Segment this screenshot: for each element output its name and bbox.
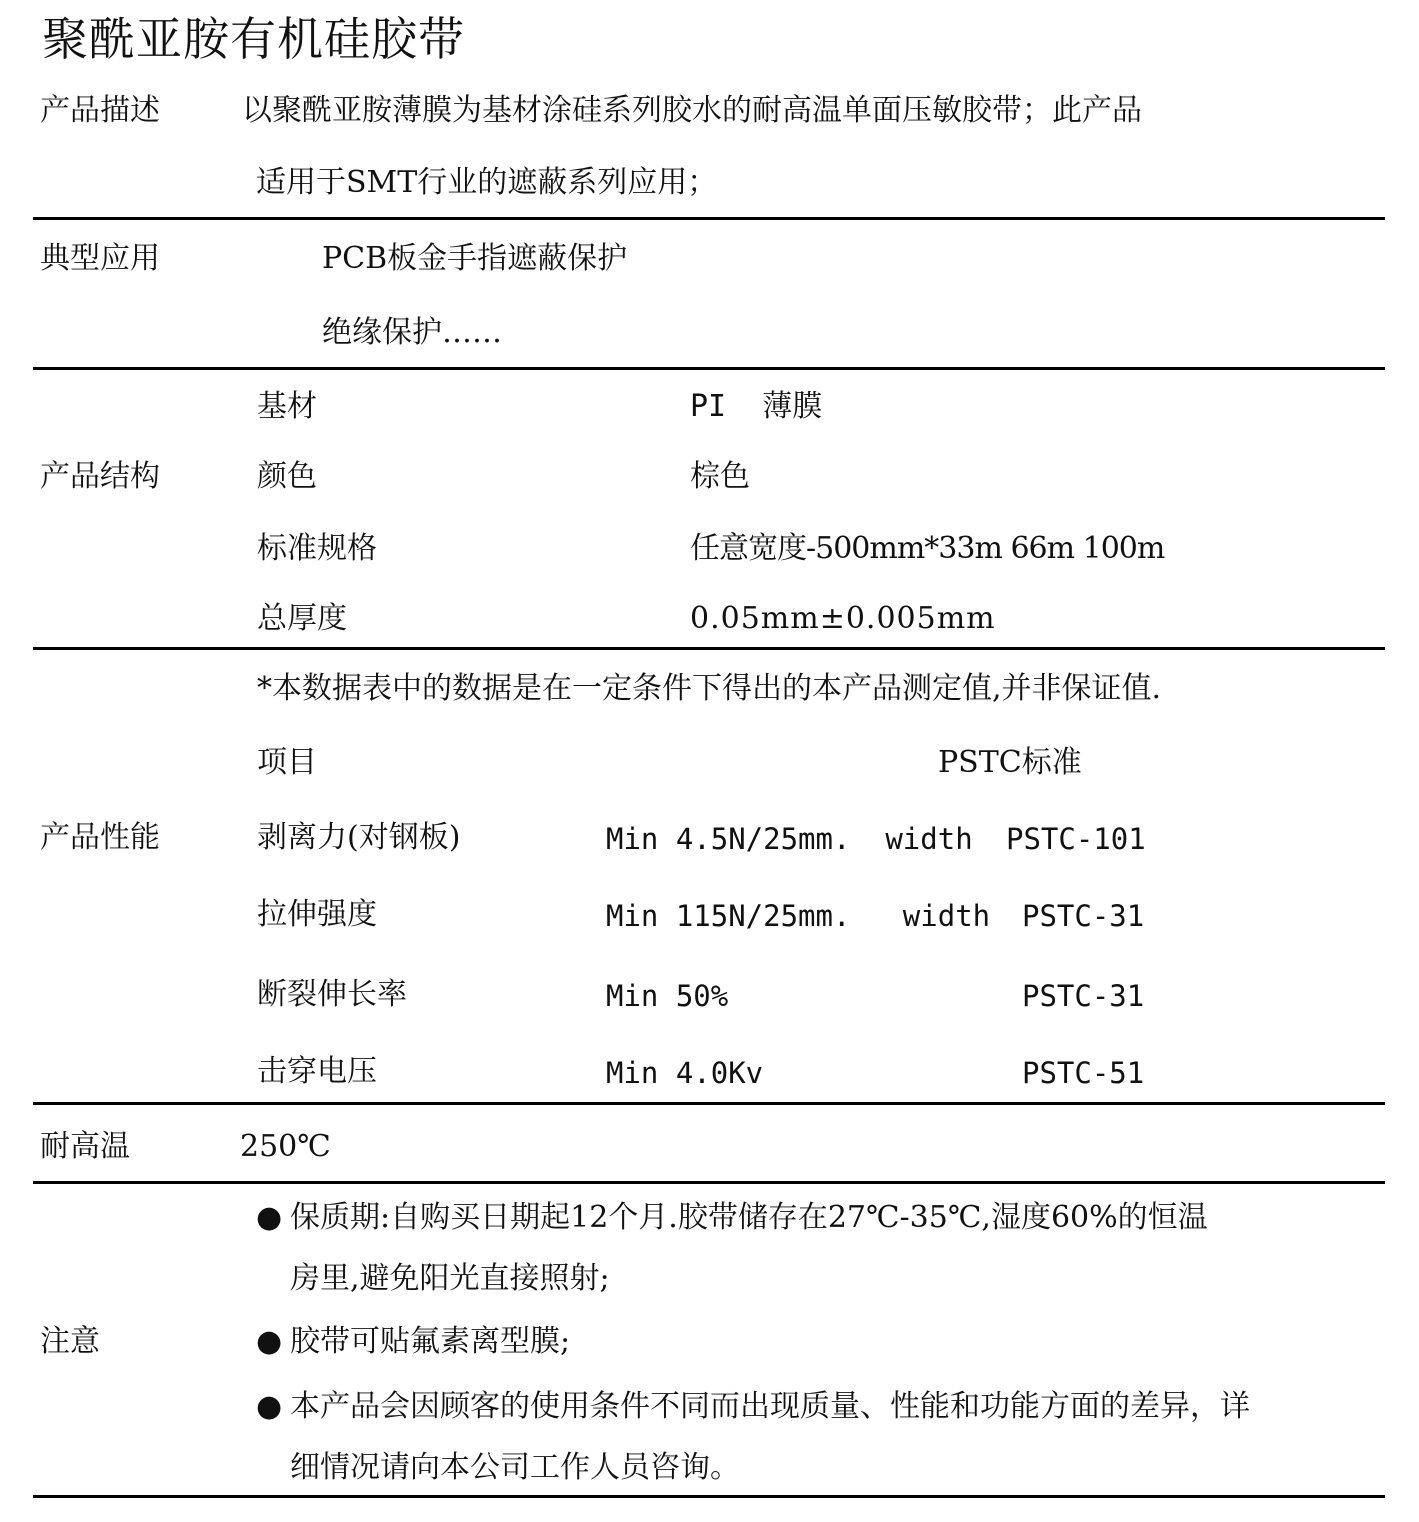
note-line: 胶带可贴氟素离型膜; <box>290 1324 571 1359</box>
section-divider <box>33 1495 1385 1498</box>
structure-value: 0.05mm±0.005mm <box>690 601 996 636</box>
note-line: 本产品会因顾客的使用条件不同而出现质量、性能和功能方面的差异，详 <box>290 1389 1250 1424</box>
description-line-1: 以聚酰亚胺薄膜为基材涂硅系列胶水的耐高温单面压敏胶带；此产品 <box>242 93 1142 128</box>
structure-key: 总厚度 <box>257 601 347 636</box>
note-line: 细情况请向本公司工作人员咨询。 <box>290 1450 740 1485</box>
section-label-structure: 产品结构 <box>40 459 160 494</box>
performance-header-standard: PSTC标准 <box>938 745 1082 780</box>
performance-item: 拉伸强度 <box>257 897 377 932</box>
section-label-applications: 典型应用 <box>40 241 160 276</box>
performance-value: Min 50% <box>606 979 729 1013</box>
section-divider <box>33 1102 1385 1105</box>
description-line-2: 适用于SMT行业的遮蔽系列应用； <box>256 165 718 200</box>
structure-key: 颜色 <box>257 459 317 494</box>
performance-item: 剥离力(对钢板) <box>257 820 461 855</box>
performance-standard: PSTC-31 <box>1022 979 1145 1013</box>
performance-item: 断裂伸长率 <box>257 977 407 1012</box>
performance-item: 击穿电压 <box>257 1054 377 1089</box>
section-label-heat-resistance: 耐高温 <box>40 1129 130 1164</box>
heat-resistance-value: 250℃ <box>240 1129 331 1164</box>
bullet-icon: ● <box>256 1200 283 1235</box>
bullet-icon: ● <box>256 1324 283 1359</box>
section-divider <box>33 647 1385 650</box>
note-line: 房里,避免阳光直接照射; <box>290 1261 610 1296</box>
structure-value: 棕色 <box>690 459 750 494</box>
structure-value: 任意宽度-500mm*33m 66m 100m <box>690 531 1165 566</box>
performance-standard: PSTC-51 <box>1022 1056 1145 1090</box>
performance-value: Min 115N/25mm. width <box>606 899 991 933</box>
application-item: PCB板金手指遮蔽保护 <box>322 241 628 276</box>
performance-value: Min 4.0Kv <box>606 1056 764 1090</box>
performance-header-item: 项目 <box>257 745 317 780</box>
section-divider <box>33 217 1385 220</box>
section-divider <box>33 1181 1385 1184</box>
performance-standard: PSTC-31 <box>1022 899 1145 933</box>
section-label-notes: 注意 <box>40 1324 100 1359</box>
bullet-icon: ● <box>256 1389 283 1424</box>
note-line: 保质期:自购买日期起12个月.胶带储存在27℃-35℃,湿度60%的恒温 <box>290 1200 1208 1235</box>
structure-key: 基材 <box>257 389 317 424</box>
structure-key: 标准规格 <box>257 531 377 566</box>
document-title: 聚酰亚胺有机硅胶带 <box>42 12 465 66</box>
section-label-performance: 产品性能 <box>40 820 160 855</box>
performance-value: Min 4.5N/25mm. width <box>606 822 973 856</box>
application-item: 绝缘保护…… <box>322 315 502 350</box>
performance-standard: PSTC-101 <box>1006 822 1146 856</box>
performance-note: *本数据表中的数据是在一定条件下得出的本产品测定值,并非保证值. <box>257 671 1162 706</box>
structure-value: PI 薄膜 <box>690 389 823 424</box>
section-divider <box>33 367 1385 370</box>
section-label-description: 产品描述 <box>40 93 160 128</box>
